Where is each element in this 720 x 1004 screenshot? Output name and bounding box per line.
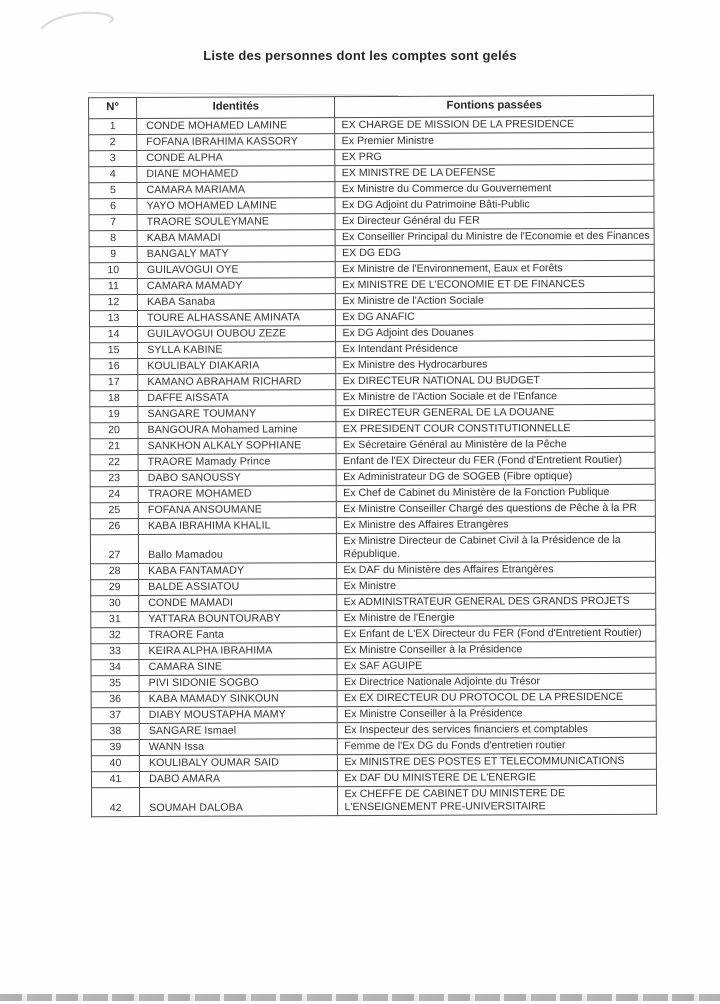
- identity-cell: TRAORE Fanta: [139, 627, 337, 644]
- identity-cell: DIANE MOHAMED: [137, 166, 335, 183]
- identity-cell: KOULIBALY OUMAR SAID: [139, 755, 337, 772]
- function-cell: Ex CHEFFE DE CABINET DU MINISTERE DE L'ENSEIGNEMENT PRE-UNIVERSITAIRE: [338, 785, 657, 815]
- identity-cell: CAMARA SINE: [139, 659, 337, 676]
- identity-cell: SANGARE Ismael: [139, 723, 337, 740]
- function-cell: Ex Ministre des Affaires Etrangères: [337, 516, 656, 533]
- function-cell: Ex Inspecteur des services financiers et comptables: [338, 721, 657, 738]
- row-number-cell: 30: [91, 596, 139, 612]
- function-cell: Ex Ministre Conseiller à la Présidence: [337, 641, 656, 658]
- identity-cell: FOFANA IBRAHIMA KASSORY: [137, 134, 335, 151]
- function-cell: Ex Ministre Conseiller Chargé des questions de Pêche à la PR: [337, 500, 656, 517]
- row-number-cell: 37: [91, 708, 139, 724]
- row-number-cell: 13: [89, 311, 137, 327]
- row-number-cell: 34: [91, 660, 139, 676]
- row-number-cell: 27: [90, 535, 138, 564]
- identity-cell: SANGARE TOUMANY: [138, 406, 336, 423]
- row-number-cell: 6: [89, 199, 137, 215]
- identity-cell: KABA IBRAHIMA KHALIL: [138, 518, 336, 535]
- function-cell: Ex Chef de Cabinet du Ministère de la Fonction Publique: [337, 484, 656, 501]
- identity-cell: DABO SANOUSSY: [138, 470, 336, 487]
- function-cell: EX CHARGE DE MISSION DE LA PRESIDENCE: [335, 116, 654, 133]
- function-cell: Ex SAF AGUIPE: [337, 657, 656, 674]
- function-cell: Ex DIRECTEUR GENERAL DE LA DOUANE: [336, 404, 655, 421]
- function-cell: Ex DG ANAFIC: [336, 308, 655, 325]
- function-cell: Ex Intendant Présidence: [336, 340, 655, 357]
- row-number-cell: 1: [89, 119, 137, 135]
- function-cell: Ex Directrice Nationale Adjointe du Trésor: [337, 673, 656, 690]
- row-number-cell: 32: [91, 628, 139, 644]
- row-number-cell: 33: [91, 644, 139, 660]
- function-cell: EX DG EDG: [336, 244, 655, 261]
- identity-cell: CONDE MOHAMED LAMINE: [137, 118, 335, 135]
- row-number-cell: 29: [91, 580, 139, 596]
- identity-cell: TOURE ALHASSANE AMINATA: [138, 310, 336, 327]
- row-number-cell: 21: [90, 439, 138, 455]
- frozen-accounts-table-wrap: [88, 95, 657, 817]
- identity-cell: CONDE MAMADI: [139, 595, 337, 612]
- row-number-cell: 25: [90, 503, 138, 519]
- row-number-cell: 26: [90, 519, 138, 535]
- identity-cell: GUILAVOGUI OYE: [137, 262, 335, 279]
- function-cell: Ex Ministre de l'Environnement, Eaux et Forêts: [336, 260, 655, 277]
- function-cell: Femme de l'Ex DG du Fonds d'entretien routier: [338, 737, 657, 754]
- function-cell: Ex Administrateur DG de SOGEB (Fibre optique): [337, 468, 656, 485]
- function-cell: Ex DAF DU MINISTERE DE L'ENERGIE: [338, 769, 657, 786]
- row-number-cell: 14: [90, 327, 138, 343]
- identity-cell: TRAORE Mamady Prince: [138, 454, 336, 471]
- function-cell: Ex DG Adjoint du Patrimoine Bâti-Public: [335, 196, 654, 213]
- identity-cell: BANGOURA Mohamed Lamine: [138, 422, 336, 439]
- function-cell: Ex EX DIRECTEUR DU PROTOCOL DE LA PRESIDENCE: [338, 689, 657, 706]
- function-cell: Ex Ministre Conseiller à la Présidence: [338, 705, 657, 722]
- row-number-cell: 20: [90, 423, 138, 439]
- function-cell: Ex Premier Ministre: [335, 132, 654, 149]
- function-cell: Ex Ministre de l'Action Sociale: [336, 292, 655, 309]
- column-header-number: N°: [89, 98, 137, 119]
- frozen-accounts-table: [88, 95, 657, 817]
- function-cell: Ex Directeur Général du FER: [335, 212, 654, 229]
- identity-cell: BANGALY MATY: [137, 246, 335, 263]
- identity-cell: SYLLA KABINE: [138, 342, 336, 359]
- row-number-cell: 5: [89, 183, 137, 199]
- identity-cell: TRAORE SOULEYMANE: [137, 214, 335, 231]
- row-number-cell: 15: [90, 343, 138, 359]
- identity-cell: KABA MAMADI: [137, 230, 335, 247]
- row-number-cell: 36: [91, 692, 139, 708]
- function-cell: Ex Enfant de L'EX Directeur du FER (Fond d'Entretient Routier): [337, 625, 656, 642]
- function-cell: Ex Ministre Directeur de Cabinet Civil à la Présidence de la République.: [337, 532, 656, 562]
- identity-cell: DAFFE AISSATA: [138, 390, 336, 407]
- row-number-cell: 40: [91, 756, 139, 772]
- row-number-cell: 22: [90, 455, 138, 471]
- row-number-cell: 42: [92, 788, 140, 817]
- table-body: [89, 116, 657, 816]
- function-cell: Ex Ministre de l'Action Sociale et de l'Enfance: [336, 388, 655, 405]
- identity-cell: YAYO MOHAMED LAMINE: [137, 198, 335, 215]
- pencil-scribble-artifact: [30, 2, 140, 42]
- identity-cell: YATTARA BOUNTOURABY: [139, 611, 337, 628]
- row-number-cell: 10: [89, 263, 137, 279]
- identity-cell: FOFANA ANSOUMANE: [138, 502, 336, 519]
- identity-cell: KAMANO ABRAHAM RICHARD: [138, 374, 336, 391]
- identity-cell: KABA Sanaba: [137, 294, 335, 311]
- row-number-cell: 3: [89, 151, 137, 167]
- function-cell: Ex Sécretaire Général au Ministère de la Pêche: [336, 436, 655, 453]
- function-cell: Ex Ministre du Commerce du Gouvernement: [335, 180, 654, 197]
- identity-cell: CAMARA MAMADY: [137, 278, 335, 295]
- function-cell: Ex Conseiller Principal du Ministre de l'Economie et des Finances: [336, 228, 655, 245]
- row-number-cell: 28: [91, 564, 139, 580]
- identity-cell: DABO AMARA: [140, 771, 338, 788]
- identity-cell: CAMARA MARIAMA: [137, 182, 335, 199]
- identity-cell: KEIRA ALPHA IBRAHIMA: [139, 643, 337, 660]
- identity-cell: TRAORE MOHAMED: [138, 486, 336, 503]
- identity-cell: BALDE ASSIATOU: [139, 579, 337, 596]
- row-number-cell: 24: [90, 487, 138, 503]
- identity-cell: PIVI SIDONIE SOGBO: [139, 675, 337, 692]
- function-cell: Ex DAF du Ministère des Affaires Etrangères: [337, 561, 656, 578]
- function-cell: Ex DG Adjoint des Douanes: [336, 324, 655, 341]
- table-row: [90, 532, 655, 563]
- row-number-cell: 7: [89, 215, 137, 231]
- identity-cell: WANN Issa: [139, 739, 337, 756]
- function-cell: EX MINISTRE DE LA DEFENSE: [335, 164, 654, 181]
- identity-cell: SANKHON ALKALY SOPHIANE: [138, 438, 336, 455]
- row-number-cell: 2: [89, 135, 137, 151]
- row-number-cell: 9: [89, 247, 137, 263]
- identity-cell: KABA MAMADY SINKOUN: [139, 691, 337, 708]
- row-number-cell: 16: [90, 359, 138, 375]
- row-number-cell: 23: [90, 471, 138, 487]
- scanner-edge-artifact: [0, 994, 720, 1001]
- identity-cell: DIABY MOUSTAPHA MAMY: [139, 707, 337, 724]
- function-cell: Ex ADMINISTRATEUR GENERAL DES GRANDS PROJETS: [337, 593, 656, 610]
- column-header-identity: Identités: [137, 97, 335, 119]
- row-number-cell: 4: [89, 167, 137, 183]
- row-number-cell: 39: [91, 740, 139, 756]
- identity-cell: SOUMAH DALOBA: [140, 787, 338, 817]
- row-number-cell: 11: [89, 279, 137, 295]
- table-row: [92, 785, 657, 816]
- row-number-cell: 31: [91, 612, 139, 628]
- function-cell: Ex DIRECTEUR NATIONAL DU BUDGET: [336, 372, 655, 389]
- column-header-functions: Fontions passées: [335, 95, 654, 117]
- row-number-cell: 19: [90, 407, 138, 423]
- function-cell: Ex Ministre des Hydrocarbures: [336, 356, 655, 373]
- row-number-cell: 35: [91, 676, 139, 692]
- function-cell: Ex MINISTRE DE L'ECONOMIE ET DE FINANCES: [336, 276, 655, 293]
- function-cell: Ex Ministre: [337, 577, 656, 594]
- page-title: Liste des personnes dont les comptes sont gelés: [203, 48, 517, 63]
- row-number-cell: 17: [90, 375, 138, 391]
- row-number-cell: 41: [91, 772, 139, 788]
- function-cell: Enfant de l'EX Directeur du FER (Fond d'Entretient Routier): [336, 452, 655, 469]
- identity-cell: KOULIBALY DIAKARIA: [138, 358, 336, 375]
- row-number-cell: 38: [91, 724, 139, 740]
- identity-cell: CONDE ALPHA: [137, 150, 335, 167]
- identity-cell: Ballo Mamadou: [138, 534, 336, 564]
- table-header-row: [89, 95, 654, 118]
- function-cell: Ex MINISTRE DES POSTES ET TELECOMMUNICATIONS: [338, 753, 657, 770]
- row-number-cell: 18: [90, 391, 138, 407]
- row-number-cell: 8: [89, 231, 137, 247]
- identity-cell: GUILAVOGUI OUBOU ZEZE: [138, 326, 336, 343]
- identity-cell: KABA FANTAMADY: [139, 563, 337, 580]
- function-cell: EX PRG: [335, 148, 654, 165]
- row-number-cell: 12: [89, 295, 137, 311]
- function-cell: EX PRESIDENT COUR CONSTITUTIONNELLE: [336, 420, 655, 437]
- function-cell: Ex Ministre de l'Energie: [337, 609, 656, 626]
